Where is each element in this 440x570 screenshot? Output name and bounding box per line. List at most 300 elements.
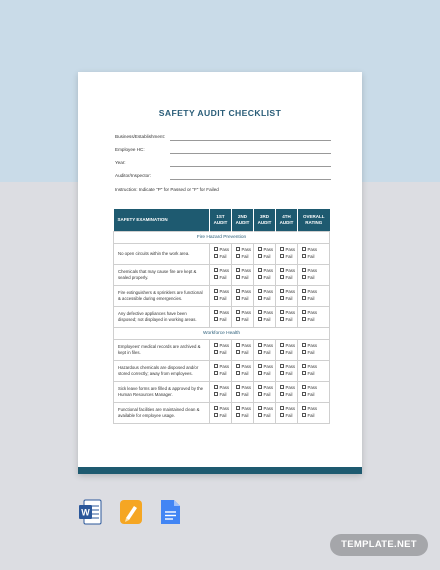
- examination-text: Sick leave forms are filled & approved by the: [118, 385, 204, 391]
- pass-checkbox[interactable]: [236, 289, 240, 293]
- audit-cell: [232, 402, 254, 423]
- pass-option[interactable]: [236, 343, 253, 350]
- pass-checkbox[interactable]: [258, 247, 262, 251]
- examination-text: kept in files.: [118, 349, 141, 355]
- pass-option[interactable]: [236, 268, 253, 275]
- fail-option[interactable]: [214, 392, 231, 399]
- fail-checkbox[interactable]: [280, 317, 284, 321]
- audit-cell: [276, 381, 298, 402]
- fail-option[interactable]: [302, 371, 329, 378]
- fail-checkbox[interactable]: [302, 350, 306, 354]
- fail-option[interactable]: [214, 317, 231, 324]
- fail-option[interactable]: [280, 371, 297, 378]
- fail-label: Fail: [219, 412, 227, 418]
- examination-text: available for employee usage.: [118, 412, 176, 418]
- pass-option[interactable]: [302, 343, 329, 350]
- pass-checkbox[interactable]: [280, 364, 284, 368]
- pass-checkbox[interactable]: [280, 343, 284, 347]
- pass-option[interactable]: [236, 289, 253, 296]
- field-year: [115, 158, 331, 168]
- pass-option[interactable]: [302, 247, 329, 254]
- pass-label: Pass: [219, 363, 230, 369]
- fail-option[interactable]: [302, 317, 329, 324]
- audit-cell: [254, 360, 276, 381]
- instruction-text: Instruction: Indicate "P" for Passed or "F" for Failed: [115, 187, 219, 192]
- pass-label: Pass: [285, 342, 296, 348]
- pass-option[interactable]: [302, 268, 329, 275]
- audit-cell: [298, 264, 330, 285]
- fail-checkbox[interactable]: [214, 317, 218, 321]
- fail-checkbox[interactable]: [214, 350, 218, 354]
- fail-option[interactable]: [236, 275, 253, 282]
- fail-checkbox[interactable]: [302, 296, 306, 300]
- fail-option[interactable]: [280, 350, 297, 357]
- pass-option[interactable]: [258, 385, 275, 392]
- fail-checkbox[interactable]: [280, 296, 284, 300]
- fail-option[interactable]: [280, 254, 297, 261]
- pass-checkbox[interactable]: [302, 289, 306, 293]
- audit-cell: [254, 339, 276, 360]
- examination-text: No open circuits within the work area.: [118, 250, 190, 256]
- fail-checkbox[interactable]: [258, 350, 262, 354]
- pass-label: Pass: [307, 363, 318, 369]
- word-icon-letter: W: [81, 507, 90, 518]
- fail-option[interactable]: [258, 296, 275, 303]
- pass-option[interactable]: [280, 289, 297, 296]
- pass-checkbox[interactable]: [280, 385, 284, 389]
- pass-option[interactable]: [214, 268, 231, 275]
- fail-label: Fail: [219, 349, 227, 355]
- fail-label: Fail: [307, 274, 315, 280]
- pass-checkbox[interactable]: [214, 364, 218, 368]
- fail-checkbox[interactable]: [302, 317, 306, 321]
- audit-cell: [210, 360, 232, 381]
- pass-checkbox[interactable]: [236, 385, 240, 389]
- pass-option[interactable]: [258, 247, 275, 254]
- fail-option[interactable]: [302, 413, 329, 420]
- pass-checkbox[interactable]: [236, 268, 240, 272]
- audit-cell: [210, 402, 232, 423]
- fail-option[interactable]: [236, 392, 253, 399]
- pass-option[interactable]: [214, 406, 231, 413]
- fail-label: Fail: [263, 349, 271, 355]
- pass-option[interactable]: [280, 310, 297, 317]
- pass-label: Pass: [241, 405, 252, 411]
- fail-option[interactable]: [236, 296, 253, 303]
- pass-checkbox[interactable]: [258, 406, 262, 410]
- fail-checkbox[interactable]: [302, 413, 306, 417]
- fail-label: Fail: [263, 274, 271, 280]
- fail-label: Fail: [285, 412, 293, 418]
- pass-checkbox[interactable]: [236, 406, 240, 410]
- pass-checkbox[interactable]: [302, 364, 306, 368]
- fail-checkbox[interactable]: [236, 350, 240, 354]
- header-text: 4TH: [282, 214, 291, 220]
- pass-option[interactable]: [214, 247, 231, 254]
- field-line: [170, 166, 331, 167]
- fail-checkbox[interactable]: [280, 254, 284, 258]
- fail-option[interactable]: [214, 275, 231, 282]
- header-text: AUDIT: [235, 219, 250, 225]
- field-employee-hc: [115, 145, 331, 155]
- fail-label: Fail: [263, 295, 271, 301]
- pass-option[interactable]: [214, 343, 231, 350]
- fail-checkbox[interactable]: [258, 254, 262, 258]
- pass-option[interactable]: [302, 310, 329, 317]
- pass-checkbox[interactable]: [236, 343, 240, 347]
- fail-label: Fail: [241, 295, 249, 301]
- field-label: Employee HC:: [115, 147, 145, 152]
- fail-option[interactable]: [214, 413, 231, 420]
- pass-label: Pass: [263, 384, 274, 390]
- pass-option[interactable]: [302, 364, 329, 371]
- audit-cell: [232, 243, 254, 264]
- header-text: RATING: [305, 219, 323, 225]
- pass-option[interactable]: [236, 364, 253, 371]
- field-label: Year:: [115, 160, 126, 165]
- audit-cell: [210, 306, 232, 327]
- pass-checkbox[interactable]: [280, 289, 284, 293]
- fail-option[interactable]: [214, 371, 231, 378]
- pass-checkbox[interactable]: [214, 289, 218, 293]
- fail-option[interactable]: [258, 350, 275, 357]
- fail-option[interactable]: [236, 413, 253, 420]
- fail-option[interactable]: [258, 371, 275, 378]
- pass-checkbox[interactable]: [280, 310, 284, 314]
- pass-option[interactable]: [258, 289, 275, 296]
- fail-option[interactable]: [214, 350, 231, 357]
- fail-label: Fail: [263, 370, 271, 376]
- fail-option[interactable]: [280, 275, 297, 282]
- fail-label: Fail: [285, 349, 293, 355]
- fail-checkbox[interactable]: [236, 254, 240, 258]
- fail-label: Fail: [241, 391, 249, 397]
- pass-option[interactable]: [214, 310, 231, 317]
- document-title: SAFETY AUDIT CHECKLIST: [158, 108, 282, 118]
- pass-checkbox[interactable]: [214, 310, 218, 314]
- fail-checkbox[interactable]: [258, 392, 262, 396]
- fail-label: Fail: [219, 274, 227, 280]
- pass-option[interactable]: [258, 364, 275, 371]
- pass-checkbox[interactable]: [280, 268, 284, 272]
- audit-cell: [254, 264, 276, 285]
- pass-label: Pass: [263, 363, 274, 369]
- pass-checkbox[interactable]: [214, 385, 218, 389]
- pass-option[interactable]: [236, 247, 253, 254]
- pass-label: Pass: [219, 309, 230, 315]
- pass-label: Pass: [285, 246, 296, 252]
- fail-label: Fail: [241, 274, 249, 280]
- fail-option[interactable]: [302, 275, 329, 282]
- pass-checkbox[interactable]: [214, 406, 218, 410]
- examination-item: [114, 402, 210, 423]
- fail-checkbox[interactable]: [214, 254, 218, 258]
- fail-option[interactable]: [258, 413, 275, 420]
- fail-label: Fail: [263, 316, 271, 322]
- fail-checkbox[interactable]: [280, 275, 284, 279]
- pass-checkbox[interactable]: [214, 343, 218, 347]
- fail-option[interactable]: [258, 317, 275, 324]
- fail-checkbox[interactable]: [280, 371, 284, 375]
- fail-checkbox[interactable]: [302, 254, 306, 258]
- fail-label: Fail: [219, 316, 227, 322]
- google-docs-icon[interactable]: [158, 498, 182, 526]
- fail-label: Fail: [241, 349, 249, 355]
- fail-label: Fail: [241, 316, 249, 322]
- examination-item: [114, 243, 210, 264]
- fail-checkbox[interactable]: [258, 275, 262, 279]
- field-auditor: [115, 171, 331, 181]
- examination-item: [114, 360, 210, 381]
- pass-checkbox[interactable]: [280, 247, 284, 251]
- fail-checkbox[interactable]: [214, 392, 218, 396]
- fail-checkbox[interactable]: [236, 275, 240, 279]
- audit-cell: [254, 285, 276, 306]
- header-text: 3RD: [259, 214, 269, 220]
- audit-cell: [210, 339, 232, 360]
- fail-option[interactable]: [258, 254, 275, 261]
- pass-checkbox[interactable]: [302, 247, 306, 251]
- pass-option[interactable]: [258, 343, 275, 350]
- pass-option[interactable]: [214, 364, 231, 371]
- pass-checkbox[interactable]: [302, 406, 306, 410]
- fail-checkbox[interactable]: [236, 296, 240, 300]
- audit-cell: [298, 285, 330, 306]
- pass-label: Pass: [263, 267, 274, 273]
- audit-cell: [232, 360, 254, 381]
- pass-label: Pass: [241, 288, 252, 294]
- pass-checkbox[interactable]: [258, 310, 262, 314]
- fail-checkbox[interactable]: [236, 413, 240, 417]
- pass-label: Pass: [263, 342, 274, 348]
- fail-label: Fail: [285, 391, 293, 397]
- audit-cell: [298, 360, 330, 381]
- fail-option[interactable]: [302, 350, 329, 357]
- pass-checkbox[interactable]: [214, 247, 218, 251]
- fail-label: Fail: [285, 253, 293, 259]
- pass-label: Pass: [307, 288, 318, 294]
- table-row: [114, 339, 330, 360]
- document-preview: [78, 72, 362, 474]
- pass-label: Pass: [307, 342, 318, 348]
- fail-label: Fail: [241, 253, 249, 259]
- fail-label: Fail: [219, 253, 227, 259]
- fail-option[interactable]: [236, 254, 253, 261]
- pass-option[interactable]: [236, 385, 253, 392]
- pass-label: Pass: [263, 246, 274, 252]
- fail-checkbox[interactable]: [280, 392, 284, 396]
- pass-label: Pass: [307, 309, 318, 315]
- audit-table: [113, 209, 330, 424]
- fail-checkbox[interactable]: [258, 413, 262, 417]
- fail-option[interactable]: [236, 317, 253, 324]
- fail-checkbox[interactable]: [258, 296, 262, 300]
- pass-option[interactable]: [280, 385, 297, 392]
- audit-cell: [276, 402, 298, 423]
- pass-label: Pass: [263, 309, 274, 315]
- audit-cell: [298, 243, 330, 264]
- fail-checkbox[interactable]: [280, 350, 284, 354]
- fail-checkbox[interactable]: [302, 275, 306, 279]
- audit-cell: [254, 381, 276, 402]
- table-row: [114, 360, 330, 381]
- template-watermark: TEMPLATE.NET: [330, 534, 428, 556]
- audit-cell: [276, 360, 298, 381]
- pass-label: Pass: [307, 267, 318, 273]
- audit-cell: [210, 285, 232, 306]
- fail-checkbox[interactable]: [214, 275, 218, 279]
- pass-checkbox[interactable]: [258, 343, 262, 347]
- fail-option[interactable]: [258, 275, 275, 282]
- pass-option[interactable]: [280, 364, 297, 371]
- fail-option[interactable]: [280, 392, 297, 399]
- pass-option[interactable]: [302, 289, 329, 296]
- header-text: 2ND: [237, 214, 247, 220]
- fail-label: Fail: [263, 412, 271, 418]
- pass-checkbox[interactable]: [258, 268, 262, 272]
- audit-cell: [232, 381, 254, 402]
- pass-option[interactable]: [280, 268, 297, 275]
- pass-option[interactable]: [258, 310, 275, 317]
- pass-checkbox[interactable]: [236, 364, 240, 368]
- fail-checkbox[interactable]: [236, 317, 240, 321]
- pass-checkbox[interactable]: [302, 268, 306, 272]
- fail-option[interactable]: [236, 350, 253, 357]
- examination-text: disposed; not displayed in working areas.: [118, 316, 197, 322]
- pass-option[interactable]: [302, 385, 329, 392]
- fail-label: Fail: [263, 391, 271, 397]
- examination-item: [114, 339, 210, 360]
- audit-cell: [210, 243, 232, 264]
- fail-label: Fail: [219, 295, 227, 301]
- fail-option[interactable]: [236, 371, 253, 378]
- table-row: [114, 264, 330, 285]
- audit-cell: [210, 381, 232, 402]
- pass-checkbox[interactable]: [280, 406, 284, 410]
- pass-option[interactable]: [236, 310, 253, 317]
- fail-option[interactable]: [214, 254, 231, 261]
- examination-text: sealed properly.: [118, 274, 149, 280]
- pass-checkbox[interactable]: [302, 385, 306, 389]
- pass-option[interactable]: [302, 406, 329, 413]
- fail-option[interactable]: [280, 296, 297, 303]
- section-row: [114, 327, 330, 339]
- pass-option[interactable]: [258, 406, 275, 413]
- audit-cell: [254, 402, 276, 423]
- pass-option[interactable]: [280, 247, 297, 254]
- audit-cell: [276, 306, 298, 327]
- audit-cell: [276, 339, 298, 360]
- header-text: OVERALL: [302, 214, 325, 220]
- fail-checkbox[interactable]: [214, 371, 218, 375]
- examination-text: stored correctly; away from employees.: [118, 370, 193, 376]
- examination-text: Fire extinguishers & sprinklers are functional: [118, 289, 203, 295]
- pass-checkbox[interactable]: [258, 385, 262, 389]
- pass-checkbox[interactable]: [214, 268, 218, 272]
- pass-checkbox[interactable]: [302, 310, 306, 314]
- table-header-row: [114, 209, 330, 231]
- pass-label: Pass: [307, 246, 318, 252]
- pass-label: Pass: [241, 246, 252, 252]
- fail-option[interactable]: [258, 392, 275, 399]
- pass-label: Pass: [307, 384, 318, 390]
- fail-option[interactable]: [302, 296, 329, 303]
- examination-text: & accessible during emergencies.: [118, 295, 183, 301]
- pass-label: Pass: [241, 384, 252, 390]
- pass-label: Pass: [285, 384, 296, 390]
- fail-label: Fail: [285, 295, 293, 301]
- pass-option[interactable]: [214, 385, 231, 392]
- fail-option[interactable]: [280, 413, 297, 420]
- audit-cell: [298, 402, 330, 423]
- examination-text: Employees' medical records are archived &: [118, 343, 201, 349]
- fail-checkbox[interactable]: [302, 371, 306, 375]
- pass-label: Pass: [285, 267, 296, 273]
- fail-option[interactable]: [214, 296, 231, 303]
- fail-label: Fail: [307, 370, 315, 376]
- fail-checkbox[interactable]: [214, 296, 218, 300]
- pages-icon[interactable]: [119, 498, 143, 526]
- fail-option[interactable]: [302, 254, 329, 261]
- fail-label: Fail: [241, 412, 249, 418]
- pass-checkbox[interactable]: [236, 310, 240, 314]
- audit-cell: [276, 285, 298, 306]
- section-title: Workforce Health: [114, 327, 330, 339]
- word-icon[interactable]: [78, 498, 102, 526]
- fail-checkbox[interactable]: [236, 371, 240, 375]
- fail-label: Fail: [307, 391, 315, 397]
- pass-label: Pass: [219, 267, 230, 273]
- pass-label: Pass: [307, 405, 318, 411]
- pass-option[interactable]: [236, 406, 253, 413]
- pass-option[interactable]: [280, 343, 297, 350]
- examination-item: [114, 285, 210, 306]
- fail-checkbox[interactable]: [214, 413, 218, 417]
- fail-option[interactable]: [302, 392, 329, 399]
- fail-checkbox[interactable]: [258, 317, 262, 321]
- fail-checkbox[interactable]: [302, 392, 306, 396]
- field-line: [170, 179, 331, 180]
- fail-checkbox[interactable]: [258, 371, 262, 375]
- pass-label: Pass: [241, 267, 252, 273]
- field-line: [170, 153, 331, 154]
- fail-checkbox[interactable]: [280, 413, 284, 417]
- examination-item: [114, 306, 210, 327]
- pass-label: Pass: [285, 309, 296, 315]
- pass-checkbox[interactable]: [258, 364, 262, 368]
- fail-checkbox[interactable]: [236, 392, 240, 396]
- pass-label: Pass: [285, 363, 296, 369]
- examination-item: [114, 381, 210, 402]
- header-audit-column: [254, 209, 276, 231]
- audit-cell: [254, 243, 276, 264]
- audit-cell: [276, 264, 298, 285]
- table-row: [114, 402, 330, 423]
- pass-option[interactable]: [280, 406, 297, 413]
- pass-checkbox[interactable]: [302, 343, 306, 347]
- pass-checkbox[interactable]: [236, 247, 240, 251]
- fail-label: Fail: [307, 412, 315, 418]
- fail-option[interactable]: [280, 317, 297, 324]
- audit-cell: [210, 264, 232, 285]
- pass-label: Pass: [241, 309, 252, 315]
- pass-option[interactable]: [214, 289, 231, 296]
- header-audit-column: [298, 209, 330, 231]
- pass-checkbox[interactable]: [258, 289, 262, 293]
- section-row: [114, 231, 330, 243]
- pass-option[interactable]: [258, 268, 275, 275]
- audit-cell: [254, 306, 276, 327]
